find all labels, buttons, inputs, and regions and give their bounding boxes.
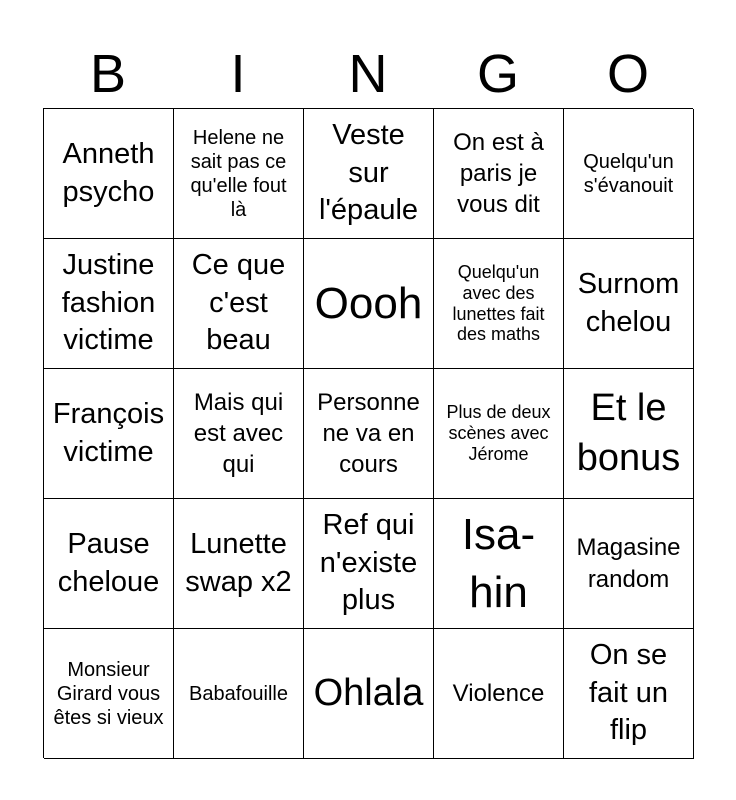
cell-text: Plus de deux scènes avec Jérome [446,402,551,464]
cell-text: Surnom chelou [577,267,680,338]
cell-text: Quelqu'un avec des lunettes fait des maths [452,262,545,345]
bingo-cell-r3c3[interactable] [304,369,434,499]
bingo-cell-r2c3[interactable] [304,239,434,369]
bingo-cell-r2c1[interactable] [44,239,174,369]
cell-text: Monsieur Girard vous êtes si vieux [53,658,164,729]
bingo-cell-r2c5[interactable] [564,239,694,369]
bingo-header [43,40,693,108]
cell-text: Oooh [314,278,423,328]
cell-text: Anneth psycho [62,137,155,208]
bingo-cell-r3c2[interactable] [174,369,304,499]
bingo-cell-r5c3[interactable] [304,629,434,759]
cell-text: Ref qui n'existe plus [319,508,418,617]
header-letter-b: B [89,44,127,104]
cell-text: Et le bonus [576,387,681,479]
bingo-cell-r1c2[interactable] [174,109,304,239]
bingo-cell-r3c5[interactable] [564,369,694,499]
cell-text: Personne ne va en cours [317,388,420,479]
bingo-cell-r1c5[interactable] [564,109,694,239]
bingo-cell-r2c4[interactable] [434,239,564,369]
cell-text: Ohlala [313,671,424,714]
bingo-cell-r4c4[interactable] [434,499,564,629]
header-letter-g: G [476,44,519,104]
cell-text: Helene ne sait pas ce qu'elle fout là [190,126,287,221]
header-letter-n: N [348,44,388,104]
header-letter-o: O [606,44,649,104]
bingo-cell-r5c1[interactable] [44,629,174,759]
cell-text: Quelqu'un s'évanouit [583,150,674,197]
cell-text: Veste sur l'épaule [318,118,419,227]
bingo-cell-r1c3[interactable] [304,109,434,239]
cell-text: Pause cheloue [57,527,160,598]
cell-text: Lunette swap x2 [185,527,292,598]
bingo-cell-r3c1[interactable] [44,369,174,499]
cell-text: Babafouille [189,682,288,705]
cell-text: Ce que c'est beau [191,248,286,357]
cell-text: Justine fashion victime [61,248,156,357]
cell-text: Violence [452,679,545,707]
cell-text: Mais qui est avec qui [193,388,284,479]
bingo-cell-r3c4[interactable] [434,369,564,499]
bingo-cell-r1c1[interactable] [44,109,174,239]
bingo-cell-r5c5[interactable] [564,629,694,759]
bingo-cell-r2c2[interactable] [174,239,304,369]
bingo-cell-r4c1[interactable] [44,499,174,629]
bingo-board [43,108,693,758]
cell-text: On se fait un flip [589,638,668,747]
cell-text: Isa-hin [461,510,536,617]
bingo-cell-r5c4[interactable] [434,629,564,759]
bingo-cell-r4c2[interactable] [174,499,304,629]
header-letter-i: I [230,44,246,104]
bingo-cell-r1c4[interactable] [434,109,564,239]
bingo-cell-r5c2[interactable] [174,629,304,759]
cell-text: Magasine random [576,534,681,593]
cell-text: François victime [52,397,165,468]
cell-text: On est à paris je vous dit [453,128,544,219]
bingo-cell-r4c3[interactable] [304,499,434,629]
bingo-cell-r4c5[interactable] [564,499,694,629]
